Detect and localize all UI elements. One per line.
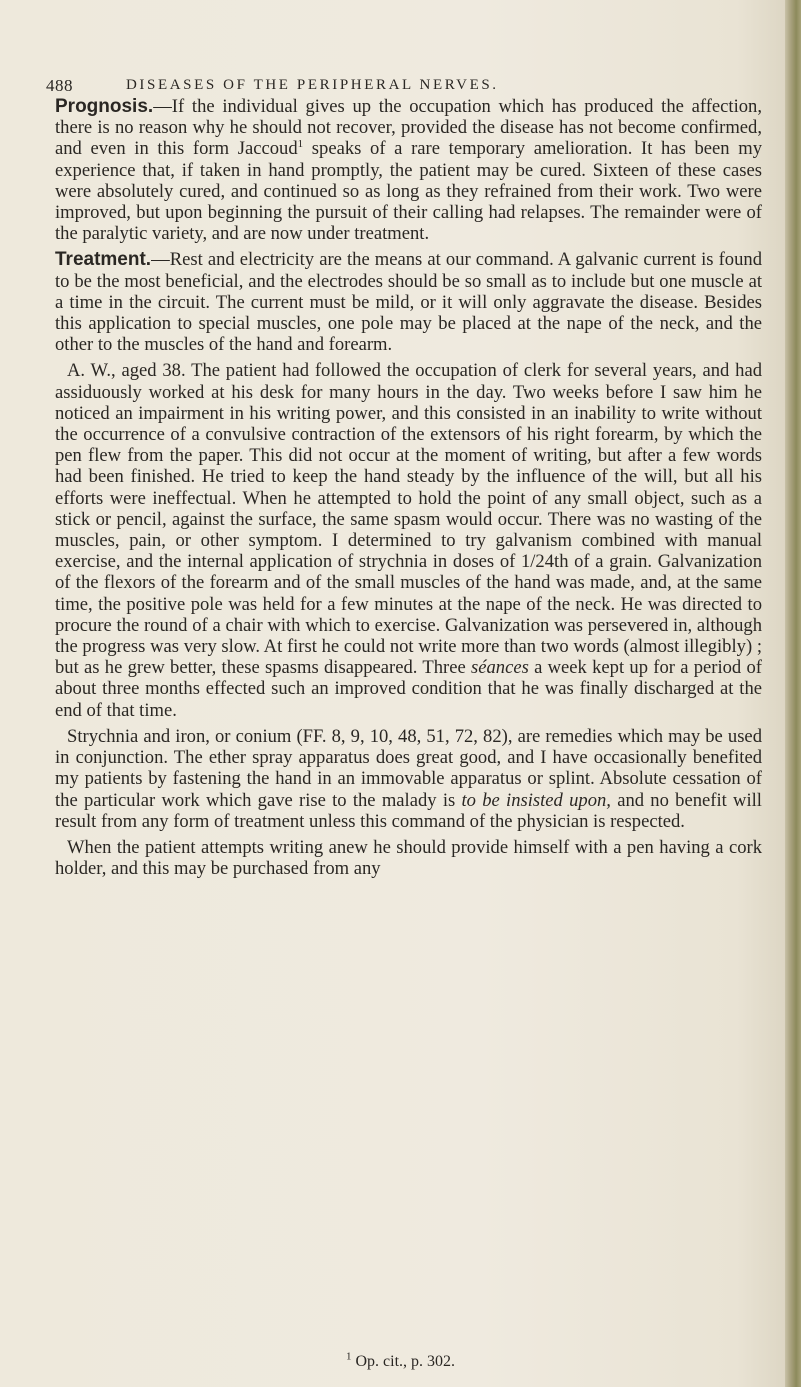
- case-report-paragraph: [55, 360, 762, 720]
- remedies-paragraph: [55, 726, 762, 832]
- footnote-number: 1: [345, 1350, 352, 1363]
- remedies-text-end: and no benefit will result from any form of treatment unless this command of the physician is respected.: [55, 789, 762, 832]
- prognosis-paragraph: [55, 96, 762, 244]
- footnote-text: Op. cit., p. 302.: [351, 1353, 456, 1370]
- seances-emphasis: séances: [471, 657, 529, 679]
- prognosis-heading: Prognosis.: [55, 96, 154, 117]
- footnote: [0, 1350, 801, 1371]
- treatment-text: —Rest and electricity are the means at our command. A galvanic current is found to be the most beneficial, and the electrodes should be so small as to include but one muscle at a time in the circuit. The current must be mild, or it will only aggravate the disease. Besides this application to special muscles, one pole may be placed at the nape of the neck, and the other to the muscles of the hand and forearm.: [55, 249, 762, 356]
- insisted-emphasis: to be insisted upon,: [461, 789, 611, 811]
- page-edge: [785, 0, 801, 1387]
- pen-advice-paragraph: [55, 837, 762, 879]
- remedies-text-start: Strychnia and iron, or conium (FF. 8, 9, 10, 48, 51, 72, 82), are remedies which may be used in conjunction. The ether spray apparatus does great good, and I have occasionally benefited my patients by fastening the hand in an immovable apparatus or splint. Absolute cessation of the particular work which gave rise to the malady is: [55, 725, 762, 811]
- running-head: DISEASES OF THE PERIPHERAL NERVES.: [126, 77, 499, 93]
- treatment-heading: Treatment.: [55, 249, 152, 271]
- prognosis-text-end: speaks of a rare temporary amelioration. It has been my experience that, if taken in hand promptly, the patient may be cured. Sixteen of these cases were absolutely cured, and continued so as long as they refrained from their work. Two were improved, but upon beginning the pursuit of their calling had relapses. The remainder were of the paralytic variety, and are now under treatment.: [55, 138, 762, 245]
- body-text: [55, 96, 762, 879]
- case-report-text-start: A. W., aged 38. The patient had followed the occupation of clerk for several years, and had assiduously worked at his desk for many hours in the day. Two weeks before I saw him he noticed an impairment in his writing power, and this consisted in an inability to write without the occurrence of a convulsive contraction of the extensors of his right forearm, by which the pen flew from the paper. This did not occur at the moment of writing, but after a few words had been finished. He tried to keep the hand steady by the influence of the will, but all his efforts were ineffectual. When he attempted to hold the point of any small object, such as a stick or pencil, against the surface, the same spasm would occur. There was no wasting of the muscles, pain, or other symptom. I determined to try galvanism combined with manual exercise, and the internal application of strychnia in doses of 1/24th of a grain. Galvanization of the flexors of the forearm and of the small muscles of the hand was made, and, at the same time, the positive pole was held for a few minutes at the nape of the neck. He was directed to procure the round of a chair with which to exercise. Galvanization was persevered in, although the progress was very slow. At first he could not write more than two words (almost illegibly) ; but as he grew better, these spasms disappeared. Three: [55, 360, 762, 679]
- case-report-text-end: a week kept up for a period of about three months effected such an improved condition that he was finally discharged at the end of that time.: [55, 657, 762, 721]
- prognosis-text-start: —If the individual gives up the occupation which has produced the affection, there is no reason why he should not recover, provided the disease has not become confirmed, and even in this form Jaccoud: [55, 96, 762, 160]
- treatment-paragraph: [55, 249, 762, 355]
- footnote-marker: 1: [297, 138, 304, 151]
- pen-advice-text: When the patient attempts writing anew he should provide himself with a pen having a cork holder, and this may be purchased from any: [55, 836, 762, 880]
- page-number: 488: [46, 76, 73, 95]
